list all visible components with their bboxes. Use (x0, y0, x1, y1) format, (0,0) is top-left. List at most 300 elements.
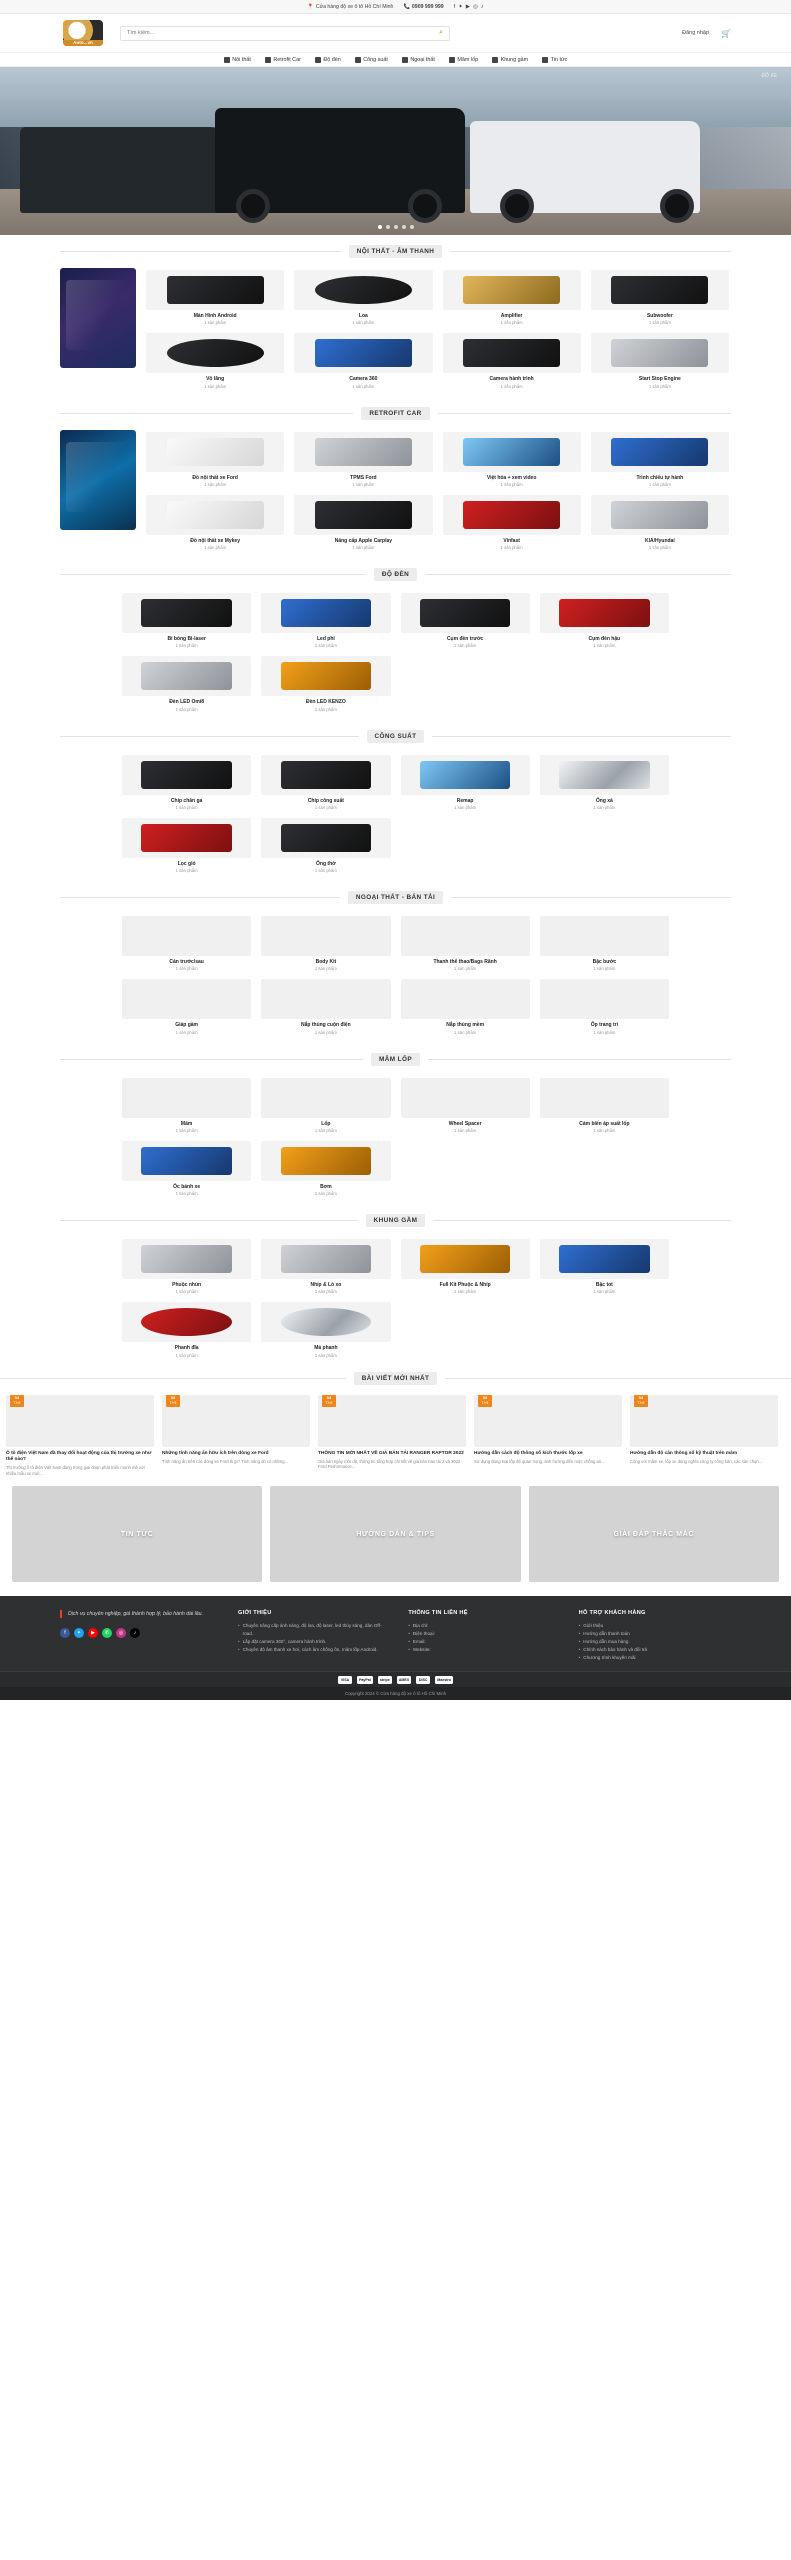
youtube-icon[interactable]: ▶ (88, 1628, 98, 1638)
divider (60, 897, 340, 898)
post-date-badge (478, 1395, 492, 1407)
category-count: 1 sản phẩm (314, 966, 337, 972)
category-card[interactable] (292, 430, 434, 489)
category-name: Nhíp & Lò xo (310, 1282, 342, 1288)
category-card[interactable] (259, 1300, 392, 1359)
twitter-icon[interactable]: ✦ (458, 3, 463, 10)
category-count: 1 sản phẩm (314, 804, 337, 810)
support-link[interactable]: Hướng dẫn mua hàng (583, 1638, 629, 1644)
category-thumb (401, 1239, 530, 1279)
divider (0, 1378, 346, 1379)
nav-item-ngoai-that[interactable] (402, 57, 435, 63)
section-feature-image[interactable] (60, 268, 136, 368)
category-card[interactable] (120, 977, 253, 1036)
divider (60, 1059, 363, 1060)
category-name: Loa (358, 313, 368, 319)
category-thumb (294, 432, 432, 472)
post-cover (162, 1395, 310, 1447)
category-thumb (261, 1078, 390, 1118)
footer-socials[interactable] (60, 1628, 220, 1638)
category-count: 1 sản phẩm (454, 1127, 477, 1133)
category-thumb (591, 333, 729, 373)
hero-banner[interactable] (0, 67, 791, 235)
category-name: Camera hành trình (489, 376, 534, 383)
list-item[interactable]: • Chương trình khuyến mãi (578, 1654, 636, 1660)
category-name: Body Kit (315, 959, 337, 965)
category-card[interactable] (259, 1076, 392, 1135)
twitter-icon[interactable]: ✦ (74, 1628, 84, 1638)
category-thumb (122, 818, 251, 858)
section-feature-image[interactable] (60, 430, 136, 530)
section-title: ĐỘ ĐÈN (374, 568, 417, 581)
nav-label: Mâm lốp (457, 56, 479, 63)
category-card[interactable] (144, 331, 286, 390)
divider (451, 897, 731, 898)
hero-car-left (20, 127, 220, 213)
category-name: Đồ nội thất xe Mykey (190, 537, 240, 544)
category-thumb (122, 656, 251, 696)
divider (433, 1220, 731, 1221)
nav-label: Độ đèn (323, 56, 341, 63)
post-date-badge (634, 1395, 648, 1407)
category-name: Ống thở (316, 860, 336, 867)
divider (428, 1059, 731, 1060)
category-card[interactable] (589, 493, 731, 552)
nav-label: Khung gầm (500, 56, 529, 63)
exterior-icon (402, 57, 408, 63)
topbar-socials[interactable] (454, 4, 484, 10)
category-card[interactable] (259, 1139, 392, 1198)
youtube-icon[interactable]: ▶ (465, 3, 471, 10)
nav-label: Ngoại thất (410, 56, 435, 63)
category-grid (60, 1076, 731, 1199)
post-day: 03 (14, 1395, 20, 1401)
hero-pagination[interactable] (0, 225, 791, 229)
category-grid (60, 914, 731, 1037)
category-name: Remap (456, 797, 474, 804)
category-count: 1 sản phẩm (175, 643, 198, 649)
category-count: 1 sản phẩm (175, 868, 198, 873)
category-card[interactable] (120, 1237, 253, 1296)
main-nav[interactable] (0, 52, 791, 67)
category-card[interactable] (120, 591, 253, 650)
category-name: Thanh thể thao/Bags Rãnh (433, 959, 497, 965)
category-card[interactable] (399, 753, 532, 812)
site-header (0, 14, 791, 52)
category-card[interactable] (538, 977, 671, 1036)
category-card[interactable] (441, 493, 583, 552)
category-thumb (401, 979, 530, 1019)
intro-text: Chuyên độ âm thanh xe hơi, cách âm chống ồn, mâm lốp Android. (242, 1646, 378, 1652)
list-item[interactable]: • Hướng dẫn thanh toán (578, 1631, 630, 1637)
phone-block[interactable] (403, 4, 443, 10)
blog-post[interactable] (474, 1395, 622, 1477)
category-name: Bậc bước (592, 959, 617, 965)
category-card[interactable] (441, 331, 583, 390)
footer-slogan: Dịch vụ chuyên nghiệp, giá thành hợp lý, bảo hành dài lâu. (60, 1610, 220, 1618)
category-name: Wheel Spacer (448, 1120, 482, 1127)
post-day: 03 (482, 1395, 488, 1401)
category-card[interactable] (538, 591, 671, 650)
category-name: Cản trước/sau (169, 959, 204, 965)
post-month: TH1 (325, 1399, 333, 1405)
support-link[interactable]: Chương trình khuyến mãi (583, 1654, 636, 1660)
tiktok-icon[interactable]: ♪ (130, 1628, 140, 1638)
category-count: 1 sản phẩm (314, 1191, 337, 1196)
category-name: Ốc bánh xe (173, 1183, 201, 1190)
stripe-icon: stripe (378, 1676, 392, 1684)
category-card[interactable] (589, 430, 731, 489)
nav-label: Retrofit Car (273, 56, 301, 63)
category-count: 1 sản phẩm (314, 1352, 337, 1358)
list-item: • Website: (408, 1646, 431, 1652)
category-card[interactable] (292, 268, 434, 327)
category-thumb (122, 1302, 251, 1342)
category-count: 1 sản phẩm (593, 1029, 616, 1035)
category-card[interactable] (538, 914, 671, 973)
search-bar[interactable] (120, 26, 450, 41)
category-card[interactable] (120, 1139, 253, 1198)
category-name: Lốp (321, 1120, 331, 1127)
category-name: Đồ nội thất xe Ford (192, 474, 238, 481)
support-link[interactable]: Hướng dẫn thanh toán (583, 1631, 630, 1637)
category-count: 1 sản phẩm (648, 383, 671, 389)
category-grid (144, 430, 731, 553)
category-thumb (540, 1239, 669, 1279)
visa-icon: VISA (338, 1676, 352, 1684)
category-thumb (294, 495, 432, 535)
category-banners (0, 1476, 791, 1596)
banner-giai-dap-thac-mac[interactable]: GIẢI ĐÁP THẮC MẮC (529, 1486, 779, 1582)
facebook-icon[interactable]: f (60, 1628, 70, 1638)
category-card[interactable] (259, 977, 392, 1036)
list-item: • Lắp đặt camera 360°, camera hành trình. (237, 1638, 327, 1644)
category-count: 1 sản phẩm (454, 966, 477, 972)
category-count: 1 sản phẩm (204, 481, 227, 487)
nav-item-tin-tuc[interactable] (542, 57, 567, 63)
category-grid (144, 268, 731, 391)
category-card[interactable] (120, 1076, 253, 1135)
category-card[interactable] (144, 430, 286, 489)
category-count: 1 sản phẩm (175, 1191, 198, 1196)
post-cover (630, 1395, 778, 1447)
post-month: TH1 (13, 1399, 21, 1405)
section-mam-lop (0, 1043, 791, 1205)
category-card[interactable] (538, 1237, 671, 1296)
category-card[interactable] (399, 977, 532, 1036)
hero-dot[interactable] (394, 225, 398, 229)
category-count: 1 sản phẩm (593, 804, 616, 810)
list-item[interactable]: • Chính sách bảo hành và đổi trả (578, 1646, 648, 1652)
section-cong-suat (0, 720, 791, 882)
post-day: 03 (326, 1395, 332, 1401)
category-name: Màn Hình Android (193, 313, 237, 319)
category-thumb (261, 979, 390, 1019)
category-name: Bơm (320, 1183, 332, 1190)
section-ngoai-that-ban-tai (0, 881, 791, 1043)
nav-item-cong-suat[interactable] (355, 57, 388, 63)
category-card[interactable] (538, 1076, 671, 1135)
category-count: 1 sản phẩm (648, 545, 671, 550)
phone-text: 0909 999 999 (411, 3, 444, 10)
section-retrofit-car (0, 397, 791, 559)
category-thumb (122, 1141, 251, 1181)
tiktok-icon[interactable]: ♪ (480, 3, 484, 10)
category-card[interactable] (120, 654, 253, 713)
category-count: 1 sản phẩm (314, 1289, 337, 1295)
list-item: • Địa chỉ: (408, 1623, 429, 1629)
whatsapp-icon[interactable]: ✆ (102, 1628, 112, 1638)
category-card[interactable] (399, 1076, 532, 1135)
maestro-icon: Maestro (437, 1677, 451, 1682)
divider (450, 251, 731, 252)
category-count: 1 sản phẩm (204, 545, 227, 550)
nav-item-khung-gam[interactable] (492, 57, 528, 63)
category-card[interactable] (399, 1237, 532, 1296)
category-name: Bi bóng Bi-laser (167, 636, 206, 642)
category-name: Đèn LED KENZO (306, 699, 346, 706)
category-name: Start Stop Engine (638, 376, 681, 383)
category-count: 1 sản phẩm (593, 1289, 616, 1295)
category-count: 1 sản phẩm (500, 481, 523, 487)
support-link[interactable]: Giới thiệu (583, 1623, 604, 1629)
category-card[interactable] (589, 331, 731, 390)
category-count: 1 sản phẩm (648, 320, 671, 326)
blog-post[interactable] (630, 1395, 778, 1477)
hero-dot[interactable] (410, 225, 414, 229)
paypal-icon: PayPal (359, 1677, 371, 1682)
category-count: 1 sản phẩm (175, 1352, 198, 1358)
category-card[interactable] (399, 591, 532, 650)
category-card[interactable] (538, 753, 671, 812)
section-title: NGOẠI THẤT - BÁN TẢI (348, 891, 443, 904)
category-thumb (401, 916, 530, 956)
post-cover (474, 1395, 622, 1447)
address-text: Cửa hàng độ xe ô tô Hồ Chí Minh (315, 3, 394, 10)
category-count: 1 sản phẩm (352, 320, 375, 326)
location-pin-icon: 📍 (307, 3, 314, 10)
category-count: 1 sản phẩm (648, 481, 671, 487)
post-excerpt: Sử dụng đúng loại lốp để quan trọng, ảnh hưởng đến mức chống an... (474, 1458, 605, 1464)
category-card[interactable] (441, 268, 583, 327)
post-date-badge (322, 1395, 336, 1407)
category-thumb (443, 432, 581, 472)
post-title[interactable]: THÔNG TIN MỚI NHẤT VỀ GIÁ BÁN TẢI RANGER RAPTOR 2022 (318, 1450, 464, 1456)
category-count: 1 sản phẩm (593, 1127, 616, 1133)
hero-wheel (500, 189, 534, 223)
category-thumb (261, 1302, 390, 1342)
category-thumb (294, 333, 432, 373)
blog-carousel[interactable] (0, 1395, 791, 1477)
footer-intro-title: GIỚI THIỆU (237, 1610, 272, 1617)
category-thumb (401, 593, 530, 633)
hero-badge: ĐỘ XE (761, 73, 777, 79)
top-bar (0, 0, 791, 14)
category-name: Trình chiếu tự hành (636, 474, 684, 481)
category-thumb (261, 916, 390, 956)
category-count: 1 sản phẩm (314, 1029, 337, 1035)
category-thumb (261, 1239, 390, 1279)
category-card[interactable] (120, 914, 253, 973)
category-name: Ốp trang trí (590, 1022, 618, 1029)
instagram-icon[interactable]: ◎ (473, 3, 478, 10)
list-item: • Chuyên độ âm thanh xe hơi, cách âm chống ồn, mâm lốp Android. (237, 1646, 378, 1652)
site-logo[interactable] (60, 18, 106, 48)
intro-text: Lắp đặt camera 360°, camera hành trình. (242, 1638, 327, 1644)
search-input[interactable] (127, 30, 439, 36)
footer-brand (60, 1610, 220, 1661)
post-excerpt: Thị trường ô tô điện Việt Nam đang trong giai đoạn phát triển mạnh mẽ với nhiều mẫu xe mới... (6, 1464, 145, 1476)
category-card[interactable] (259, 654, 392, 713)
divider (60, 1220, 358, 1221)
category-name: Phuộc nhún (172, 1282, 202, 1288)
category-thumb (401, 1078, 530, 1118)
section-header (60, 1053, 731, 1066)
category-name: Đèn LED Omi8 (169, 699, 204, 706)
facebook-icon[interactable]: f (453, 3, 456, 10)
post-title[interactable]: Hướng dẫn cách độ thông số kích thước lốp xe (474, 1450, 583, 1456)
category-name: Amplifier (500, 313, 523, 319)
category-thumb (443, 333, 581, 373)
category-name: Chip chân ga (170, 797, 203, 804)
category-name: Chip công suất (307, 797, 344, 804)
nav-item-retrofit-car[interactable] (265, 57, 301, 63)
category-card[interactable] (259, 816, 392, 875)
category-card[interactable] (589, 268, 731, 327)
category-card[interactable] (292, 331, 434, 390)
list-item[interactable]: • Hướng dẫn mua hàng (578, 1638, 629, 1644)
category-thumb (261, 1141, 390, 1181)
post-title[interactable]: Hướng dẫn độ cản thông số kỹ thuật trên mâm (630, 1450, 738, 1456)
category-card[interactable] (120, 1300, 253, 1359)
discover-icon: DISC (416, 1676, 430, 1684)
category-card[interactable] (144, 493, 286, 552)
category-thumb (261, 656, 390, 696)
nav-item-do-den[interactable] (315, 57, 341, 63)
category-count: 1 sản phẩm (454, 643, 477, 649)
post-title[interactable]: Ô tô điện Việt Nam đã thay đổi hoạt động của thị trường xe như thế nào? (6, 1450, 152, 1462)
post-excerpt: Giá bán ngày mới độ, thông tin tổng hợp chi tiết về giá bán bán tải 2 và 2022 Ford Performance... (318, 1458, 461, 1470)
category-name: Bậc tot (595, 1282, 613, 1288)
category-count: 1 sản phẩm (204, 383, 227, 389)
post-title[interactable]: Những tính năng ẩn hữu ích trên dòng xe Ford (162, 1450, 269, 1456)
footer-support-title: HỖ TRỢ KHÁCH HÀNG (578, 1610, 646, 1617)
post-month: TH1 (637, 1399, 645, 1405)
list-item[interactable]: • Giới thiệu (578, 1623, 604, 1629)
category-card[interactable] (120, 753, 253, 812)
category-name: Má phanh (314, 1345, 338, 1352)
category-name: TPMS Ford (350, 474, 377, 481)
category-card[interactable] (259, 753, 392, 812)
copyright-bar: Copyright 2024 © Cửa hàng độ xe ô tô Hồ Chí Minh (0, 1687, 791, 1700)
blog-post[interactable] (162, 1395, 310, 1477)
category-count: 1 sản phẩm (175, 706, 198, 712)
category-card[interactable] (292, 493, 434, 552)
category-name: Full Kit Phuộc & Nhíp (439, 1282, 491, 1288)
logo-text: Auto...vn (63, 40, 103, 46)
category-thumb (261, 818, 390, 858)
category-card[interactable] (144, 268, 286, 327)
category-card[interactable] (259, 914, 392, 973)
section-do-den (0, 558, 791, 720)
search-icon[interactable]: ⌕ (439, 29, 443, 36)
banner-huong-dan-tips[interactable]: HƯỚNG DẪN & TIPS (270, 1486, 520, 1582)
divider (60, 736, 359, 737)
section-header (0, 1372, 791, 1385)
post-month: TH1 (481, 1399, 489, 1405)
nav-item-mam-lop[interactable] (449, 57, 478, 63)
chassis-icon (492, 57, 498, 63)
category-count: 1 sản phẩm (314, 643, 337, 649)
support-link[interactable]: Chính sách bảo hành và đổi trả (583, 1646, 648, 1652)
section-title: BÀI VIẾT MỚI NHẤT (354, 1372, 438, 1385)
category-name: Nắp thùng mềm (446, 1022, 485, 1029)
login-link[interactable]: Đăng nhập (682, 30, 710, 36)
blog-post[interactable] (318, 1395, 466, 1477)
category-count: 1 sản phẩm (175, 1029, 198, 1035)
phone-icon: 📞 (403, 3, 410, 10)
category-name: Nắp thùng cuộn điện (301, 1022, 351, 1029)
category-card[interactable] (120, 816, 253, 875)
category-name: Vinfast (503, 537, 520, 544)
category-name: Mâm (180, 1120, 193, 1127)
category-card[interactable] (259, 1237, 392, 1296)
hero-dot[interactable] (378, 225, 382, 229)
divider (60, 574, 366, 575)
category-name: Nâng cấp Apple Carplay (334, 537, 393, 544)
category-thumb (122, 979, 251, 1019)
category-thumb (261, 755, 390, 795)
section-khung-gam (0, 1204, 791, 1366)
address-block (307, 4, 393, 10)
nav-label: Tin tức (550, 56, 568, 63)
category-name: Camera 360 (349, 376, 378, 383)
category-card[interactable] (399, 914, 532, 973)
category-name: Phanh đĩa (174, 1345, 199, 1352)
hero-dot[interactable] (386, 225, 390, 229)
hero-dot[interactable] (402, 225, 406, 229)
nav-label: Nội thất (232, 56, 251, 63)
divider (60, 413, 353, 414)
logo-badge (63, 20, 103, 46)
category-thumb (122, 1078, 251, 1118)
category-thumb (591, 270, 729, 310)
category-count: 1 sản phẩm (175, 804, 198, 810)
category-count: 1 sản phẩm (175, 1289, 198, 1295)
category-thumb (122, 593, 251, 633)
category-thumb (122, 916, 251, 956)
category-thumb (146, 333, 284, 373)
news-icon (542, 57, 548, 63)
intro-text: Chuyên nâng cấp ánh sáng, độ loa, độ laser, led thủy sáng, dàn Off-road. (242, 1623, 382, 1637)
banner-tin-tuc[interactable]: TIN TỨC (12, 1486, 262, 1582)
category-card[interactable] (441, 430, 583, 489)
header-actions (682, 29, 731, 38)
power-icon (355, 57, 361, 63)
category-name: Lọc gió (177, 860, 196, 867)
category-name: Ống xả (595, 797, 613, 804)
post-day: 03 (638, 1395, 644, 1401)
blog-post[interactable] (6, 1395, 154, 1477)
amex-icon: AMEX (398, 1677, 410, 1682)
nav-item-noi-that[interactable] (224, 57, 251, 63)
cart-icon[interactable]: 🛒 (721, 28, 731, 38)
instagram-icon[interactable]: ◎ (116, 1628, 126, 1638)
category-name: Led phi (316, 636, 335, 642)
category-name: Cụm đèn trước (446, 636, 484, 642)
category-card[interactable] (259, 591, 392, 650)
post-excerpt: Công với mâm xe, lốp xe dùng nghĩa công ty công bản, các sản chọn... (630, 1458, 763, 1464)
